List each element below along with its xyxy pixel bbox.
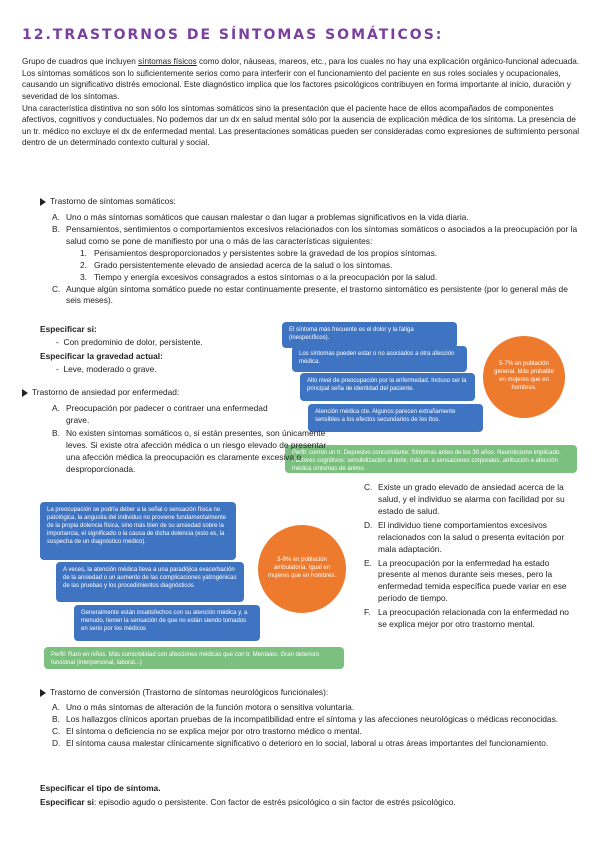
criterion-label: C. [52,283,61,294]
criterion-label: B. [52,428,60,438]
criterion-a [52,403,284,427]
intro [22,56,580,149]
criterion-label: B. [52,713,60,724]
criterion-b-2 [80,260,582,272]
conversion-criteria [52,702,582,750]
criterion-text: Uno o más síntomas de alteración de la función motora o sensitiva voluntaria. [66,702,355,712]
criterion-text: La preocupación por la enfermedad ha estado presente al menos durante seis meses, pero la enfermedad temida específica puede variar en ese período de tiempo. [378,557,567,604]
page-title: 12.TRASTORNOS DE SÍNTOMAS SOMÁTICOS: [22,27,444,43]
intro-paragraph-1 [22,56,580,103]
criterion-b [52,224,582,284]
specify-text: Con predominio de dolor, persistente. [63,337,203,347]
section-heading-somatic [40,196,176,208]
triangle-bullet-icon [40,689,46,697]
criterion-label: D. [364,519,373,530]
prevalence-circle [483,336,565,418]
intro-text: Grupo de cuadros que incluyen [22,57,139,66]
criterion-b [52,714,582,726]
sub-label: 3. [80,271,87,282]
criterion-label: B. [52,223,60,234]
dash: - [56,364,59,374]
criterion-text: Los hallazgos clínicos aportan pruebas de la incompatibilidad entre el síntoma y las afecciones neurológicas o médicas reconocidas. [66,713,559,724]
criterion-text: Pensamientos, sentimientos o comportamientos excesivos relacionados con los síntomas somáticos o asociados a la preocupación por la salud como se pone de manifiesto por una o más de las características siguientes: [66,223,578,246]
severity-text: Leve, moderado o grave. [63,364,157,374]
criterion-c [52,726,582,738]
criterion-c [52,284,582,308]
specify-if-label: Especificar si [40,797,95,807]
anxiety-criteria-left-b [52,428,334,476]
criterion-text: Existe un grado elevado de ansiedad acerca de la salud, y el individuo se alarma con facilidad por su estado de salud. [378,482,565,516]
info-box-pain-fatigue: El síntoma más frecuente es el dolor y la fatiga (inespecíficos). [282,322,457,348]
section-heading-anxiety [22,387,179,399]
criterion-d [52,738,582,750]
intro-paragraph-2: Una característica distintiva no son sólo los síntomas somáticos sino la presentación que el paciente hace de ellos acompañados de componentes afectivos, cognitivos y conductuales. No podemos dar un dx en salud mental sólo por la ausencia de explicación médica de los síntoma. La presencia de un tr. médico no excluye el dx de enfermedad mental. Las presentaciones somáticas pueden ser consideradas como expresiones de sufrimiento personal dentro de un determinado contexto cultural y social. [22,103,580,148]
criterion-c [364,482,578,518]
info-box-dissatisfied: Generalmente están insatisfechos con su atención médica y, a menudo, tienen la sensación de que no están siendo tomados en serio por los médicos [74,605,260,641]
criterion-e [364,558,578,606]
specify-label: Especificar si: [40,324,97,334]
section-heading-conversion [40,687,328,699]
severity-label: Especificar la gravedad actual: [40,351,163,361]
profile-box: Perfil: Raro en niños. Más comorbilidad con afecciones médicas que con tr. Mentales. Gran deterioro funcional (interpersonal, laboral...) [44,647,344,669]
criterion-a [52,212,582,224]
info-box-associated: Los síntomas pueden estar o no asociados a otra afección médica. [292,346,467,372]
underlined-term: síntomas físicos [138,57,197,66]
criterion-label: A. [52,403,60,413]
info-box-worry: Alto nivel de preocupación por la enfermedad. Incluso ser la principal seña de identidad del paciente. [300,373,475,401]
specify-if [40,797,580,809]
info-box-exacerbation: A veces, la atención médica lleva a una paradójica exacerbación de la ansiedad o un aumento de las complicaciones yatrogénicas de las pruebas y los procedimientos diagnósticos [56,562,244,602]
triangle-bullet-icon [40,198,46,206]
dash: - [56,337,59,347]
sub-label: 1. [80,247,87,258]
criterion-label: A. [52,212,60,222]
criterion-f [364,607,578,631]
criterion-b [52,428,334,476]
criterion-a [52,702,582,714]
heading-text: Trastorno de conversión (Trastorno de síntomas neurológicos funcionales): [50,687,329,697]
heading-text: Trastorno de síntomas somáticos: [50,196,176,206]
anxiety-criteria-right [364,482,578,631]
criterion-text: No existen síntomas somáticos o, si están presentes, son únicamente leves. Si existe otra afección médica o un riesgo elevado de presentar una afección médica la preocupación es claramente excesiva o desproporcionada. [66,428,327,474]
info-box-attention: Atención médica cte. Algunos parecen extrañamente sensibles a los efectos secundarios de los ttos. [308,404,483,432]
criterion-text: La preocupación relacionada con la enfermedad no se explica mejor por otro trastorno mental. [378,607,569,630]
criterion-label: C. [364,482,373,492]
profile-box: Perfil: común un tr. Depresivo concomitante. Síntomas antes de los 30 años. Neuroticismo implicado. Factores cognitivos: sensibilización al dolor, más at. a sensaciones corporales, atribución a afección médica síntomas de ánimo. [285,445,577,473]
criterion-text: Uno o más síntomas somáticos que causan malestar o dan lugar a problemas significativos en la vida diaria. [66,212,469,222]
criterion-b-3 [80,272,582,284]
criterion-text: El síntoma causa malestar clínicamente significativo o deterioro en lo social, laboral u otras áreas importantes del funcionamiento. [66,737,549,748]
info-box-concern: La preocupación se podría deber a la señal o sensación física no patológica, la angustia del individuo no proviene fundamentalmente de la propia dolencia física, sino más bien de su ansiedad sobre la importancia, el significado o la causa de dicha dolencia (esto es, la sospecha de un diagnóstico médico). [40,502,236,560]
triangle-bullet-icon [22,389,28,397]
sub-text: Tiempo y energía excesivos consagrados a estos síntomas o a la preocupación por la salud. [94,271,438,282]
intro-text: como dolor, náuseas, mareos, etc., para los cuales no hay una explicación orgánico-funcional adecuada. Los síntomas somáticos son lo suficientemente serios como para interferir con el funcionamiento del paciente en sus roles sociales y ocupacionales, causando un significativo distrés emocional. Este diagnóstico implica que los factores psicológicos contribuyen en forma importante al inicio, duración y severidad de los síntomas. [22,57,580,101]
criterion-label: F. [364,607,371,618]
somatic-criteria [52,212,582,307]
criterion-text: El individuo tiene comportamientos excesivos relacionados con la salud o presenta evitación por mala adaptación. [378,519,565,554]
criterion-label: E. [364,557,372,568]
criterion-label: D. [52,737,61,748]
criterion-d [364,520,578,556]
prevalence-text: 5-7% en población general. Más probable en mujeres que en hombres. [494,361,554,391]
criterion-b-1 [80,248,582,260]
anxiety-criteria-left [52,403,284,427]
criterion-text: El síntoma o deficiencia no se explica mejor por otro trastorno médico o mental. [66,725,362,736]
sub-text: Pensamientos desproporcionados y persistentes sobre la gravedad de los propios síntomas. [94,247,438,258]
criterion-label: A. [52,702,60,712]
specify-if-text: : episodio agudo o persistente. Con factor de estrés psicológico o sin factor de estrés psicológico. [94,797,456,807]
prevalence-text: 3-8% en población ambulatoria. Igual en mujeres que en hombres. [267,557,337,579]
sub-text: Grado persistentemente elevado de ansiedad acerca de la salud o los síntomas. [94,259,393,270]
criterion-text: Preocupación por padecer o contraer una enfermedad grave. [66,403,268,425]
specify-type: Especificar el tipo de síntoma. [40,783,161,793]
sub-label: 2. [80,259,87,270]
specify-item [56,337,203,349]
prevalence-circle [258,525,346,613]
heading-text: Trastorno de ansiedad por enfermedad: [32,387,180,397]
severity-item [56,364,157,376]
criterion-text: Aunque algún síntoma somático puede no estar continuamente presente, el trastorno sintomático es persistente (por lo general más de seis meses). [66,283,568,306]
criterion-label: C. [52,725,61,736]
